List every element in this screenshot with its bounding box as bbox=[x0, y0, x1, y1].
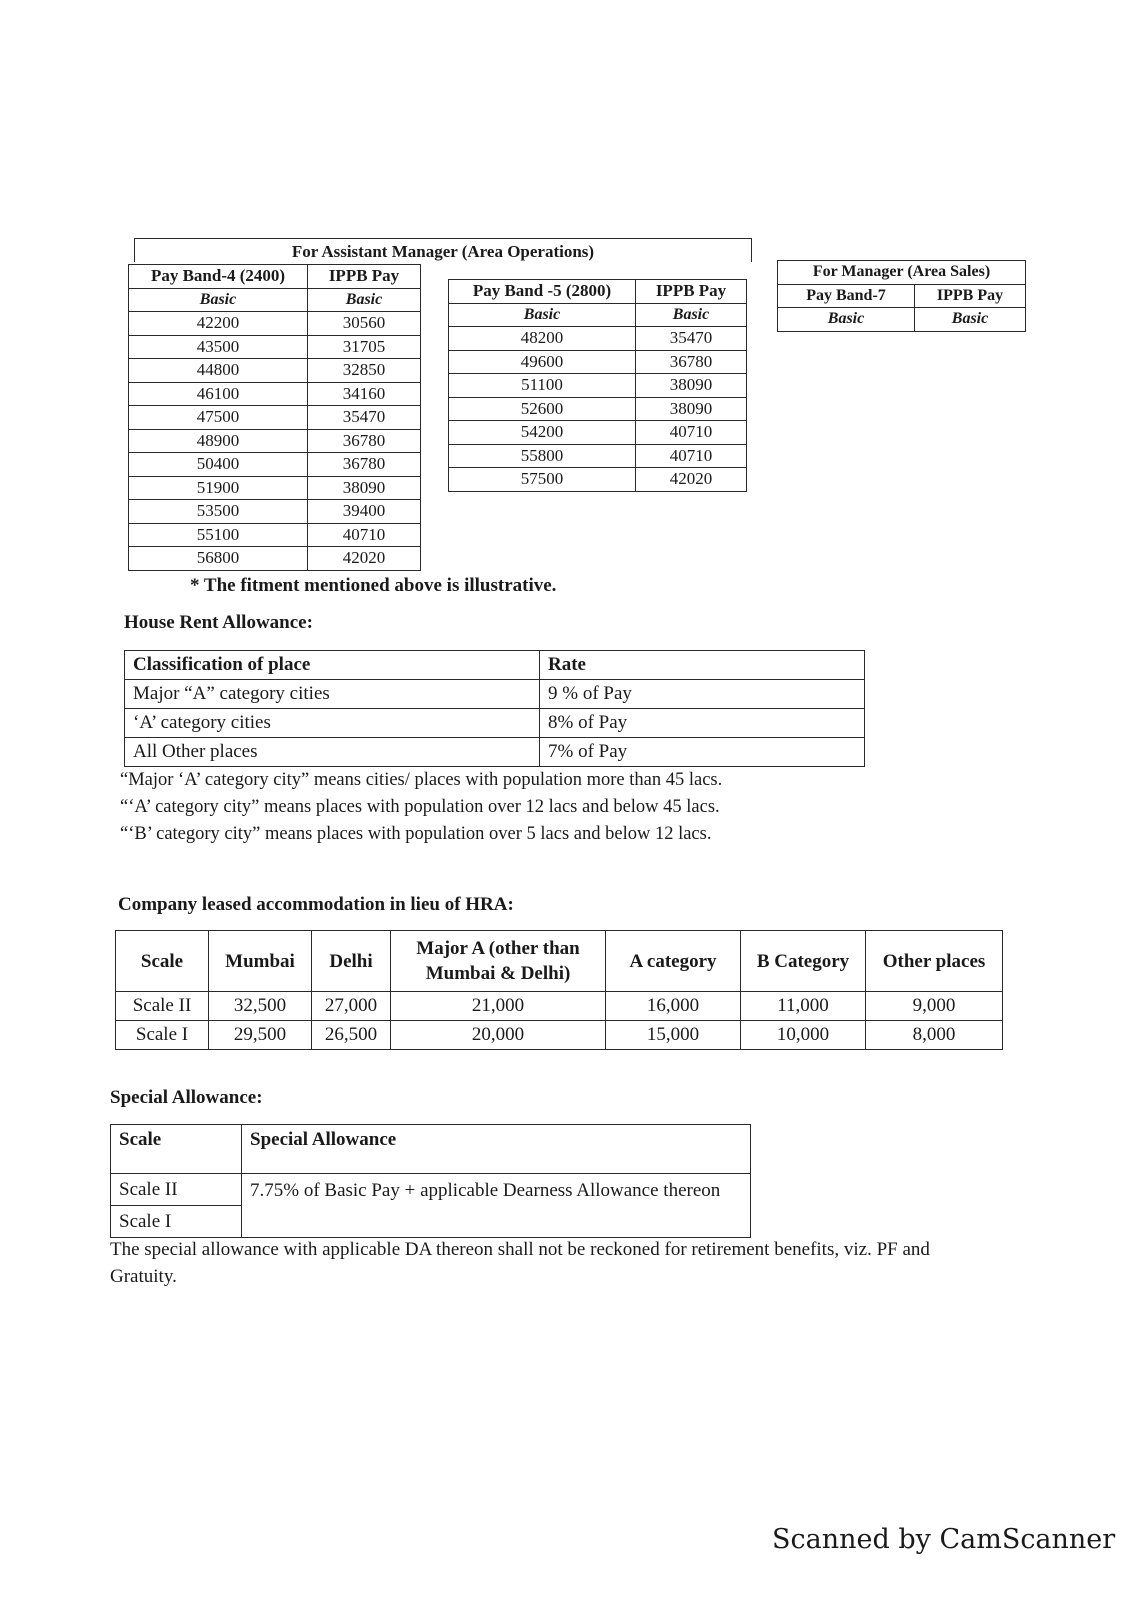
ippb-pay-header: IPPB Pay bbox=[308, 265, 421, 289]
table-row bbox=[116, 992, 1003, 1021]
table-cell: 35470 bbox=[308, 406, 421, 430]
table-cell: 8% of Pay bbox=[540, 709, 865, 738]
basic-subheader: Basic bbox=[915, 308, 1026, 332]
table-cell: 11,000 bbox=[741, 992, 866, 1021]
table-row bbox=[129, 500, 421, 524]
table-cell: 42200 bbox=[129, 312, 308, 336]
table-cell: 50400 bbox=[129, 453, 308, 477]
table-cell: 30560 bbox=[308, 312, 421, 336]
table-row bbox=[129, 406, 421, 430]
table-cell: ‘A’ category cities bbox=[125, 709, 540, 738]
ippb-pay-header: IPPB Pay bbox=[915, 284, 1026, 308]
table-cell: 20,000 bbox=[391, 1021, 606, 1050]
table-cell: 7% of Pay bbox=[540, 738, 865, 767]
table-cell: 26,500 bbox=[312, 1021, 391, 1050]
table-row bbox=[449, 468, 747, 492]
table-cell: 51100 bbox=[449, 374, 636, 398]
assistant-manager-title: For Assistant Manager (Area Operations) bbox=[291, 242, 595, 261]
special-allowance-title: Special Allowance: bbox=[110, 1087, 263, 1108]
special-allowance-table bbox=[110, 1124, 751, 1238]
table-header-row bbox=[129, 265, 421, 289]
ippb-pay-header: IPPB Pay bbox=[636, 280, 747, 304]
table-row bbox=[449, 421, 747, 445]
table-title-row bbox=[778, 261, 1026, 285]
table-cell: 44800 bbox=[129, 359, 308, 383]
table-cell: 38090 bbox=[636, 397, 747, 421]
column-header: Major A (other than Mumbai & Delhi) bbox=[391, 931, 606, 992]
basic-subheader: Basic bbox=[636, 303, 747, 327]
hra-definition: “‘A’ category city” means places with population over 12 lacs and below 45 lacs. bbox=[120, 797, 720, 817]
basic-subheader: Basic bbox=[129, 288, 308, 312]
special-allowance-header: Special Allowance bbox=[242, 1125, 751, 1174]
table-row bbox=[129, 359, 421, 383]
table-header-row bbox=[111, 1125, 751, 1174]
table-row bbox=[129, 547, 421, 571]
column-header: B Category bbox=[741, 931, 866, 992]
table-cell: Scale I bbox=[116, 1021, 209, 1050]
table-header-row bbox=[778, 284, 1026, 308]
lease-table bbox=[115, 930, 1003, 1050]
table-cell: 40710 bbox=[636, 421, 747, 445]
pay-band-5-table bbox=[448, 279, 747, 492]
rate-header: Rate bbox=[540, 651, 865, 680]
table-row bbox=[125, 738, 865, 767]
table-cell: 35470 bbox=[636, 327, 747, 351]
table-cell: 56800 bbox=[129, 547, 308, 571]
pay-band-5-header: Pay Band -5 (2800) bbox=[449, 280, 636, 304]
column-header: A category bbox=[606, 931, 741, 992]
table-cell: 34160 bbox=[308, 382, 421, 406]
table-cell: 8,000 bbox=[866, 1021, 1003, 1050]
table-row bbox=[129, 429, 421, 453]
manager-title: For Manager (Area Sales) bbox=[778, 261, 1026, 285]
table-cell: 36780 bbox=[308, 453, 421, 477]
table-cell: 42020 bbox=[308, 547, 421, 571]
manager-table bbox=[777, 260, 1026, 332]
table-row bbox=[449, 444, 747, 468]
table-cell: All Other places bbox=[125, 738, 540, 767]
table-row bbox=[125, 709, 865, 738]
table-cell: 21,000 bbox=[391, 992, 606, 1021]
table-cell: 42020 bbox=[636, 468, 747, 492]
table-cell: 38090 bbox=[636, 374, 747, 398]
table-cell: 48200 bbox=[449, 327, 636, 351]
table-cell: 31705 bbox=[308, 335, 421, 359]
table-row bbox=[125, 680, 865, 709]
pay-band-7-header: Pay Band-7 bbox=[778, 284, 915, 308]
hra-definition: “‘B’ category city” means places with population over 5 lacs and below 12 lacs. bbox=[120, 824, 712, 844]
table-row bbox=[449, 374, 747, 398]
column-header: Mumbai bbox=[209, 931, 312, 992]
table-cell: Scale I bbox=[111, 1206, 242, 1238]
table-cell: 43500 bbox=[129, 335, 308, 359]
table-row bbox=[449, 350, 747, 374]
table-cell: 55800 bbox=[449, 444, 636, 468]
scale-header: Scale bbox=[111, 1125, 242, 1174]
table-cell: 46100 bbox=[129, 382, 308, 406]
column-header: Scale bbox=[116, 931, 209, 992]
table-row bbox=[111, 1174, 751, 1206]
table-row bbox=[129, 382, 421, 406]
fitment-note: * The fitment mentioned above is illustrative. bbox=[190, 575, 557, 596]
table-subheader-row bbox=[778, 308, 1026, 332]
table-cell: 9,000 bbox=[866, 992, 1003, 1021]
table-cell: 36780 bbox=[636, 350, 747, 374]
table-cell: 36780 bbox=[308, 429, 421, 453]
table-subheader-row bbox=[129, 288, 421, 312]
scanner-watermark: Scanned by CamScanner bbox=[772, 1524, 1116, 1555]
table-subheader-row bbox=[449, 303, 747, 327]
table-cell: 39400 bbox=[308, 500, 421, 524]
table-cell: 27,000 bbox=[312, 992, 391, 1021]
table-cell: 38090 bbox=[308, 476, 421, 500]
pay-band-4-header: Pay Band-4 (2400) bbox=[129, 265, 308, 289]
table-cell: 9 % of Pay bbox=[540, 680, 865, 709]
table-cell: 54200 bbox=[449, 421, 636, 445]
table-cell: 53500 bbox=[129, 500, 308, 524]
table-cell: 47500 bbox=[129, 406, 308, 430]
table-cell: 51900 bbox=[129, 476, 308, 500]
table-row bbox=[129, 335, 421, 359]
table-cell: 32850 bbox=[308, 359, 421, 383]
table-row bbox=[129, 476, 421, 500]
table-cell: 32,500 bbox=[209, 992, 312, 1021]
hra-section-title: House Rent Allowance: bbox=[124, 612, 313, 633]
table-cell: 10,000 bbox=[741, 1021, 866, 1050]
table-cell: 49600 bbox=[449, 350, 636, 374]
table-header-row bbox=[449, 280, 747, 304]
special-allowance-note: The special allowance with applicable DA thereon shall not be reckoned for retirement benefits, viz. PF and Gratuity. bbox=[110, 1239, 930, 1287]
basic-subheader: Basic bbox=[449, 303, 636, 327]
column-header: Other places bbox=[866, 931, 1003, 992]
basic-subheader: Basic bbox=[778, 308, 915, 332]
table-cell: 40710 bbox=[636, 444, 747, 468]
basic-subheader: Basic bbox=[308, 288, 421, 312]
table-cell: 52600 bbox=[449, 397, 636, 421]
table-cell: Scale II bbox=[111, 1174, 242, 1206]
table-cell: 29,500 bbox=[209, 1021, 312, 1050]
special-allowance-description: 7.75% of Basic Pay + applicable Dearness Allowance thereon bbox=[242, 1174, 751, 1238]
table-row bbox=[449, 397, 747, 421]
table-cell: Major “A” category cities bbox=[125, 680, 540, 709]
table-cell: 57500 bbox=[449, 468, 636, 492]
table-header-row bbox=[125, 651, 865, 680]
hra-table bbox=[124, 650, 865, 767]
table-row bbox=[129, 523, 421, 547]
table-cell: 15,000 bbox=[606, 1021, 741, 1050]
table-row bbox=[116, 1021, 1003, 1050]
hra-definition: “Major ‘A’ category city” means cities/ places with population more than 45 lacs. bbox=[120, 770, 723, 790]
column-header: Delhi bbox=[312, 931, 391, 992]
table-header-row bbox=[116, 931, 1003, 992]
table-cell: 55100 bbox=[129, 523, 308, 547]
table-row bbox=[129, 453, 421, 477]
table-cell: 48900 bbox=[129, 429, 308, 453]
table-cell: 40710 bbox=[308, 523, 421, 547]
table-cell: 16,000 bbox=[606, 992, 741, 1021]
pay-band-4-table bbox=[128, 264, 421, 571]
classification-header: Classification of place bbox=[125, 651, 540, 680]
table-cell: Scale II bbox=[116, 992, 209, 1021]
table-row bbox=[129, 312, 421, 336]
lease-section-title: Company leased accommodation in lieu of HRA: bbox=[118, 894, 514, 915]
table-row bbox=[449, 327, 747, 351]
